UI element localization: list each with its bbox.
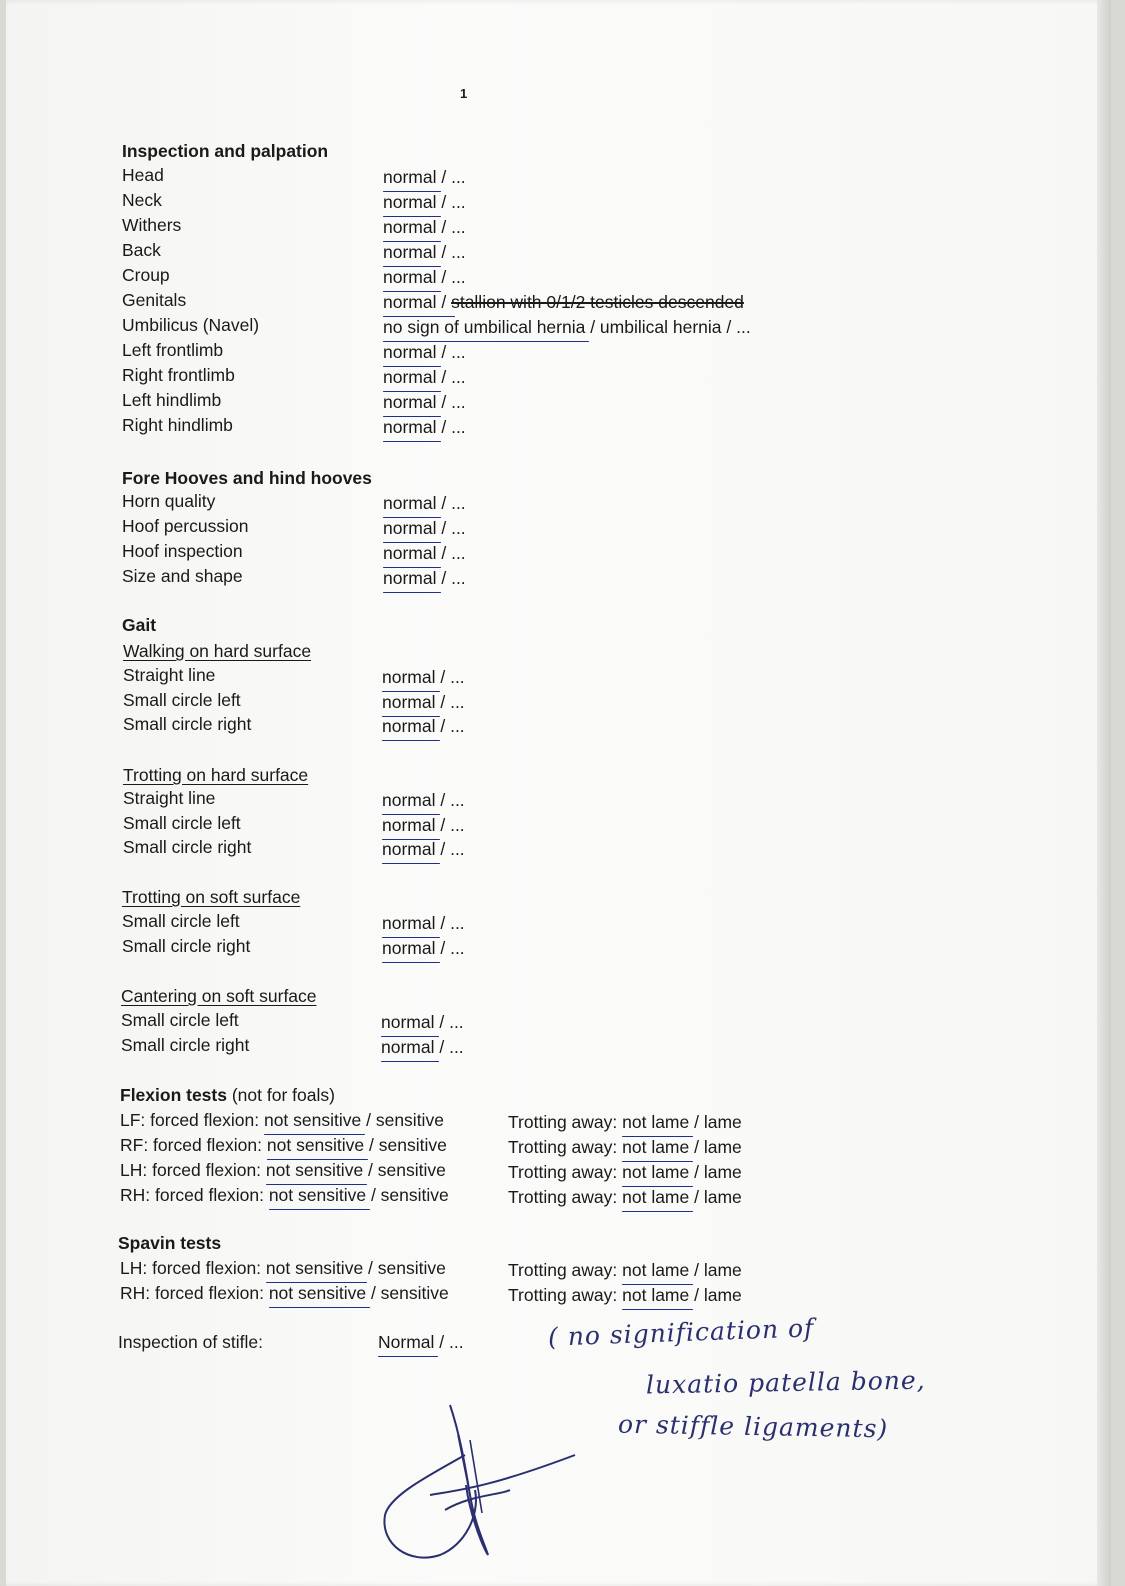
flexion-heading-title: Flexion tests [120,1085,227,1105]
selected-option: not lame [622,1285,690,1305]
selected-option: normal [381,1012,435,1032]
selected-option: not sensitive [263,1110,362,1130]
row-value [383,266,466,288]
selected-option: normal [382,667,436,687]
other-options: / ... [435,814,465,835]
row-label: Right frontlimb [122,365,235,385]
row-label: Hoof percussion [122,516,249,536]
other-options: / ... [436,342,466,362]
row-value [382,814,465,836]
inspection-heading: Inspection and palpation [122,141,329,161]
row-label: Genitals [122,290,187,310]
flexion-row [120,1282,449,1304]
other-options: / ... [436,493,466,513]
stifle-value [378,1331,464,1353]
row-value [382,715,465,737]
other-options: / ... [436,543,466,563]
row-value [382,912,465,934]
row-value [383,241,466,263]
row-label: Back [122,240,161,260]
flexion-heading-note: (not for foals) [226,1085,335,1105]
other-options: / ... [436,568,466,588]
selected-option: not lame [622,1187,690,1207]
other-options: / ... [435,667,465,687]
selected-option: not lame [622,1260,690,1280]
other-options: / ... [435,716,465,736]
flexion-prefix: RH: forced flexion: [120,1283,269,1303]
flexion-prefix: LF: forced flexion: [120,1110,264,1130]
row-label: Left frontlimb [122,340,224,360]
row-label: Straight line [123,788,216,808]
row-value [383,542,466,564]
trotting-away-row [508,1111,742,1133]
selected-option: no sign of umbilical hernia [383,317,586,337]
selected-option: normal [383,392,437,412]
selected-option: not sensitive [265,1160,364,1180]
selected-option: normal [382,913,436,933]
stifle-rest: / ... [434,1332,464,1352]
selected-option: normal [383,417,437,437]
row-value [383,517,466,539]
row-label: Small circle right [121,1034,250,1055]
selected-option: not sensitive [266,1135,365,1155]
row-label: Small circle right [122,935,251,956]
other-options: / lame [689,1260,742,1280]
selected-option: normal [383,367,437,387]
row-label: Umbilicus (Navel) [122,315,260,335]
row-label: Right hindlimb [122,415,233,435]
selected-option: normal / [383,292,452,312]
selected-option: normal [383,543,437,563]
other-options: stallion with 0/1/2 testicles descended [451,292,744,312]
row-value [382,838,465,860]
row-value [383,366,466,388]
row-label: Small circle left [121,1010,239,1030]
trotting-prefix: Trotting away: [508,1285,623,1305]
flexion-prefix: LH: forced flexion: [120,1258,266,1278]
other-options: / ... [435,913,465,933]
row-value [381,1036,464,1058]
signature-icon [370,1395,590,1575]
handwritten-note-line3: or stiffle ligaments) [617,1409,889,1444]
row-value [383,216,466,238]
other-options: / ... [436,367,466,387]
row-label: Neck [122,190,162,210]
selected-option: normal [382,716,436,736]
trotting-prefix: Trotting away: [508,1112,623,1132]
stifle-label: Inspection of stifle: [118,1332,263,1352]
trotting-away-row [508,1284,742,1306]
row-value [383,391,466,413]
other-options: / ... [435,691,465,712]
spavin-heading: Spavin tests [118,1233,222,1253]
other-options: / ... [436,167,466,187]
row-label: Small circle right [123,837,252,857]
selected-option: normal [383,568,437,588]
row-label: Left hindlimb [122,390,222,410]
gait-subheading: Trotting on hard surface [123,765,309,785]
selected-option: not lame [622,1112,690,1132]
other-options: / sensitive [366,1283,449,1303]
flexion-prefix: RH: forced flexion: [120,1185,269,1205]
other-options: / lame [689,1187,742,1207]
row-label: Hoof inspection [122,541,243,561]
selected-option: not sensitive [265,1258,364,1278]
selected-option: normal [382,937,436,958]
flexion-heading [120,1084,335,1106]
row-label: Small circle left [123,812,241,833]
selected-option: normal [383,167,437,187]
selected-option: normal [383,242,437,262]
flexion-row [120,1257,446,1279]
row-value [382,937,465,959]
paper-edge [1097,0,1111,1586]
other-options: / sensitive [363,1258,446,1278]
selected-option: normal [382,790,436,810]
row-value [383,191,466,213]
other-options: / lame [689,1162,742,1182]
row-value [383,291,744,313]
row-label: Size and shape [122,566,243,586]
stifle-option: Normal [378,1332,435,1352]
row-label: Withers [122,215,182,235]
selected-option: normal [382,814,436,835]
gait-subheading: Cantering on soft surface [121,986,317,1006]
trotting-prefix: Trotting away: [508,1137,623,1157]
row-value [383,416,466,438]
row-value [383,316,751,338]
row-label: Horn quality [122,491,216,511]
selected-option: normal [383,267,437,287]
other-options: / ... [434,1012,464,1032]
trotting-prefix: Trotting away: [508,1187,623,1207]
trotting-away-row [508,1136,742,1158]
selected-option: normal [382,691,436,712]
other-options: / ... [435,839,465,859]
row-value [383,341,466,363]
selected-option: normal [383,493,437,513]
selected-option: normal [381,1036,435,1057]
other-options: / sensitive [364,1135,447,1155]
other-options: / ... [435,937,465,958]
hooves-heading: Fore Hooves and hind hooves [122,468,372,488]
selected-option: normal [383,342,437,362]
selected-option: normal [383,217,437,237]
selected-option: not lame [622,1137,690,1157]
handwritten-note-line2: luxatio patella bone, [645,1365,926,1400]
page-number: 1 [460,86,468,101]
selected-option: normal [383,518,437,538]
flexion-prefix: LH: forced flexion: [120,1160,266,1180]
row-value [381,1011,464,1033]
other-options: / sensitive [363,1160,446,1180]
flexion-row [120,1109,444,1131]
row-value [383,166,466,188]
selected-option: not sensitive [268,1185,367,1205]
row-label: Small circle left [122,911,240,931]
row-label: Small circle right [123,714,252,734]
row-value [382,789,465,811]
row-value [382,691,465,713]
row-value [383,567,466,589]
gait-subheading: Walking on hard surface [123,641,312,661]
other-options: / ... [436,267,466,287]
flexion-row [120,1159,446,1181]
selected-option: normal [382,839,436,859]
other-options: / lame [689,1137,742,1157]
other-options: / ... [436,192,466,212]
other-options: / ... [436,417,466,437]
trotting-away-row [508,1186,742,1208]
selected-option: not sensitive [268,1283,367,1303]
trotting-away-row [508,1259,742,1281]
other-options: / ... [434,1036,464,1057]
row-label: Head [122,165,164,185]
other-options: / ... [436,217,466,237]
other-options: / lame [689,1112,742,1132]
selected-option: normal [383,192,437,212]
flexion-prefix: RF: forced flexion: [120,1135,267,1155]
row-value [383,492,466,514]
trotting-prefix: Trotting away: [508,1162,623,1182]
other-options: / sensitive [361,1110,444,1130]
other-options: / sensitive [366,1185,449,1205]
trotting-prefix: Trotting away: [508,1260,623,1280]
other-options: / ... [436,242,466,262]
row-label: Croup [122,265,170,285]
row-value [382,666,465,688]
row-label: Small circle left [123,689,241,710]
other-options: / lame [689,1285,742,1305]
other-options: / umbilical hernia / ... [585,317,751,337]
flexion-row [120,1134,447,1156]
other-options: / ... [435,790,465,810]
flexion-row [120,1184,449,1206]
trotting-away-row [508,1161,742,1183]
other-options: / ... [436,518,466,538]
selected-option: not lame [622,1162,690,1182]
gait-subheading: Trotting on soft surface [122,887,301,907]
gait-heading: Gait [122,615,157,635]
row-label: Straight line [123,665,216,685]
other-options: / ... [436,392,466,412]
handwritten-note-line1: ( no signification of [547,1313,815,1352]
